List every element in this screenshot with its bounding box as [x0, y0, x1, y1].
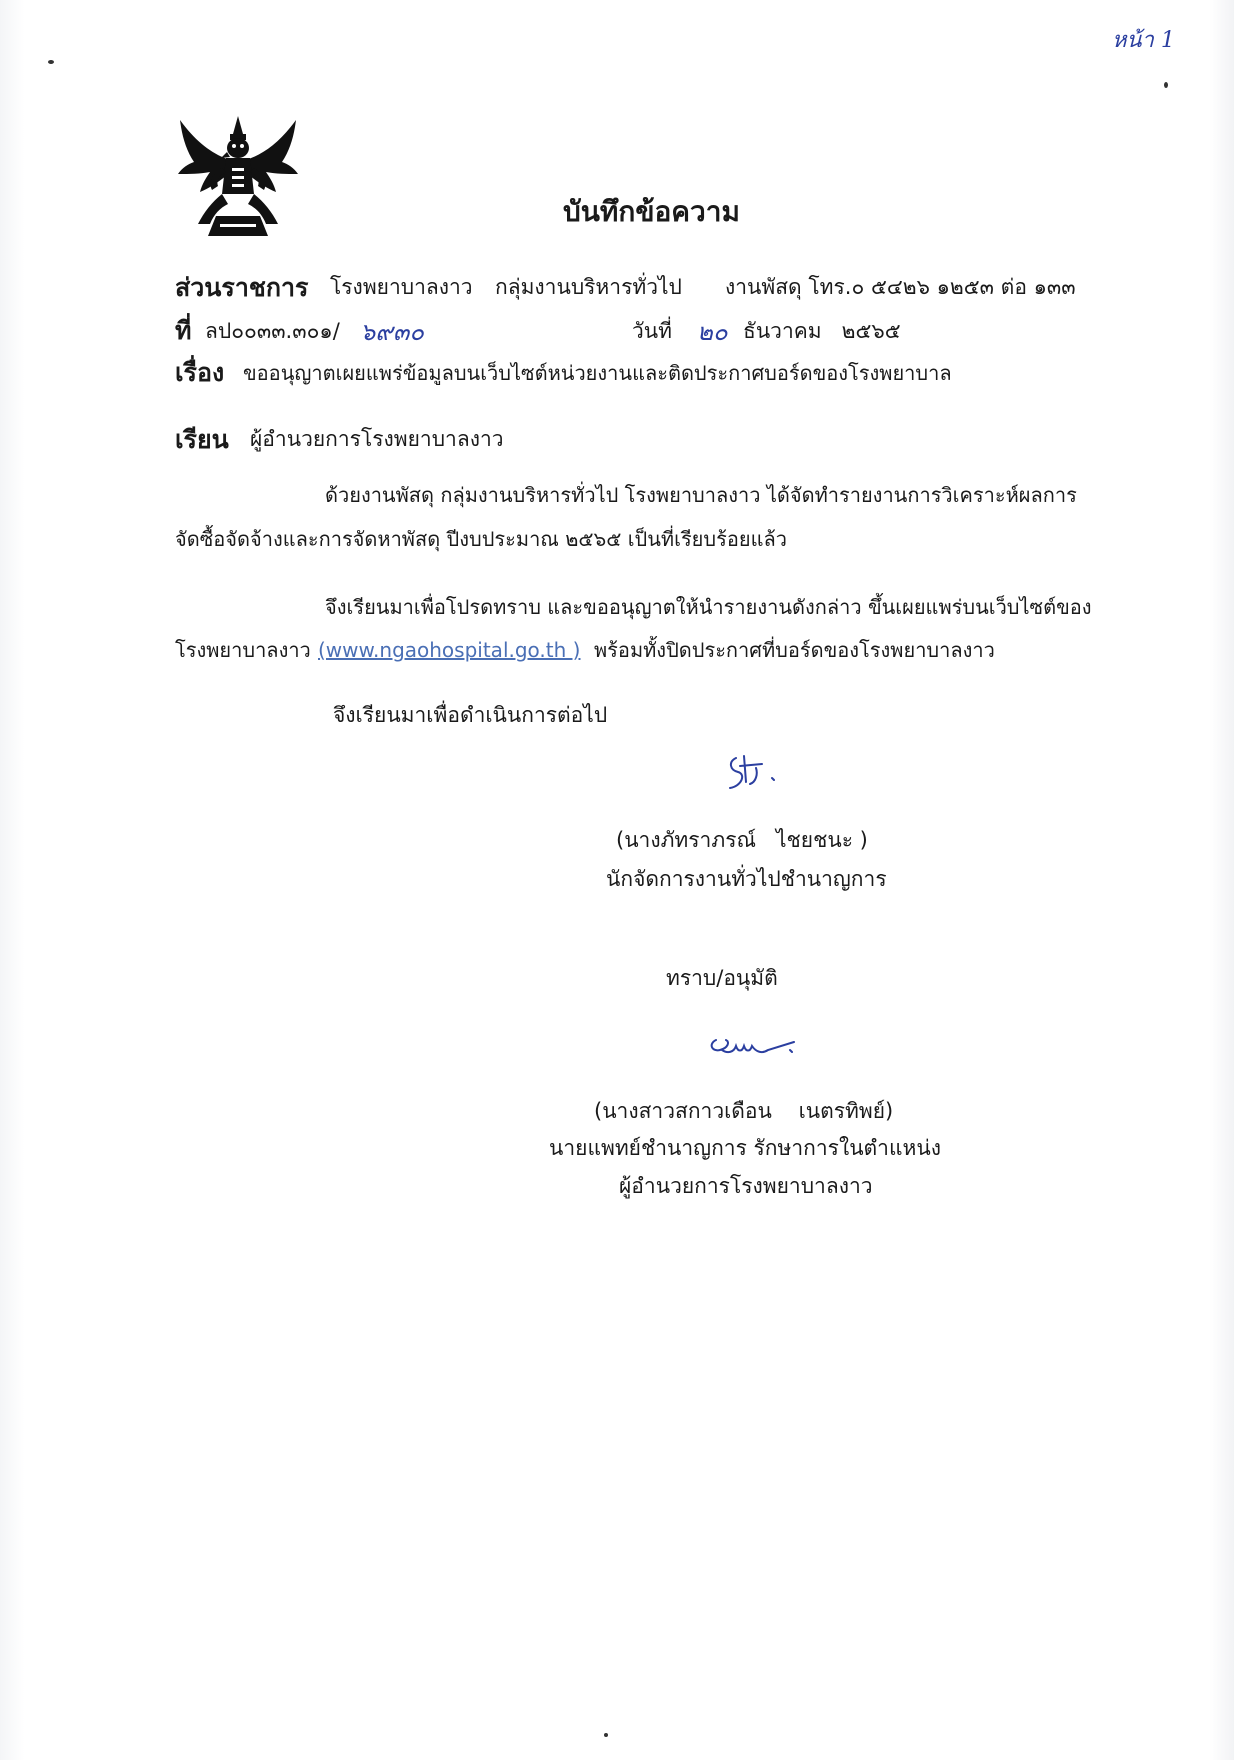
- signer-2-position-line-2: ผู้อำนวยการโรงพยาบาลงาว: [619, 1174, 873, 1198]
- signer-1-position: นักจัดการงานทั่วไปชำนาญการ: [606, 867, 887, 891]
- paragraph-2-line-1: จึงเรียนมาเพื่อโปรดทราบ และขออนุญาตให้นำรายงานดังกล่าว ขึ้นเผยแพร่บนเว็บไซต์ของ: [325, 595, 1092, 619]
- paragraph-1-line-1: ด้วยงานพัสดุ กลุ่มงานบริหารทั่วไป โรงพยาบาลงาว ได้จัดทำรายงานการวิเคราะห์ผลการ: [325, 483, 1077, 507]
- page-title: บันทึกข้อความ: [563, 195, 740, 228]
- paragraph-2-line-2-suffix: พร้อมทั้งปิดประกาศที่บอร์ดของโรงพยาบาลงาว: [594, 638, 995, 662]
- page-number-mark: หน้า 1: [1112, 28, 1175, 53]
- department-label: ส่วนราชการ: [175, 273, 309, 302]
- signer-1-name: (นางภัทราภรณ์ ไชยชนะ ): [616, 828, 868, 852]
- to-value: ผู้อำนวยการโรงพยาบาลงาว: [250, 427, 504, 451]
- date-label: วันที่: [632, 319, 672, 343]
- garuda-emblem-icon: [172, 112, 304, 242]
- signature-icon: [706, 1030, 802, 1064]
- signature-icon: [722, 752, 782, 794]
- date-month-year: ธันวาคม ๒๕๖๕: [743, 319, 901, 343]
- paragraph-1-line-2: จัดซื้อจัดจ้างและการจัดหาพัสดุ ปีงบประมาณ ๒๕๖๕ เป็นที่เรียบร้อยแล้ว: [175, 527, 787, 551]
- ref-label: ที่: [175, 316, 192, 345]
- signer-2-position-line-1: นายแพทย์ชำนาญการ รักษาการในตำแหน่ง: [549, 1136, 941, 1160]
- scan-speck: [1164, 82, 1168, 88]
- department-unit-phone: งานพัสดุ โทร.๐ ๕๔๒๖ ๑๒๕๓ ต่อ ๑๓๓: [725, 275, 1076, 299]
- scan-speck: [48, 60, 54, 64]
- to-label: เรียน: [175, 425, 229, 454]
- paragraph-2-line-2-prefix: โรงพยาบาลงาว: [175, 638, 311, 662]
- subject-value: ขออนุญาตเผยแพร่ข้อมูลบนเว็บไซต์หน่วยงานและติดประกาศบอร์ดของโรงพยาบาล: [243, 361, 952, 385]
- hospital-website-link[interactable]: (www.ngaohospital.go.th ): [318, 638, 581, 662]
- department-value: โรงพยาบาลงาว: [330, 275, 473, 299]
- ref-value: ลป๐๐๓๓.๓๐๑/: [205, 319, 340, 343]
- signer-2-name: (นางสาวสกาวเดือน เนตรทิพย์): [594, 1099, 894, 1123]
- paragraph-3: จึงเรียนมาเพื่อดำเนินการต่อไป: [333, 703, 608, 727]
- subject-label: เรื่อง: [175, 358, 225, 387]
- scan-speck: [604, 1733, 608, 1737]
- date-day: ๒๐: [697, 318, 728, 346]
- department-group: กลุ่มงานบริหารทั่วไป: [495, 275, 682, 299]
- ref-handwritten: ๖๙๓๐: [360, 318, 424, 346]
- approval-text: ทราบ/อนุมัติ: [666, 966, 778, 990]
